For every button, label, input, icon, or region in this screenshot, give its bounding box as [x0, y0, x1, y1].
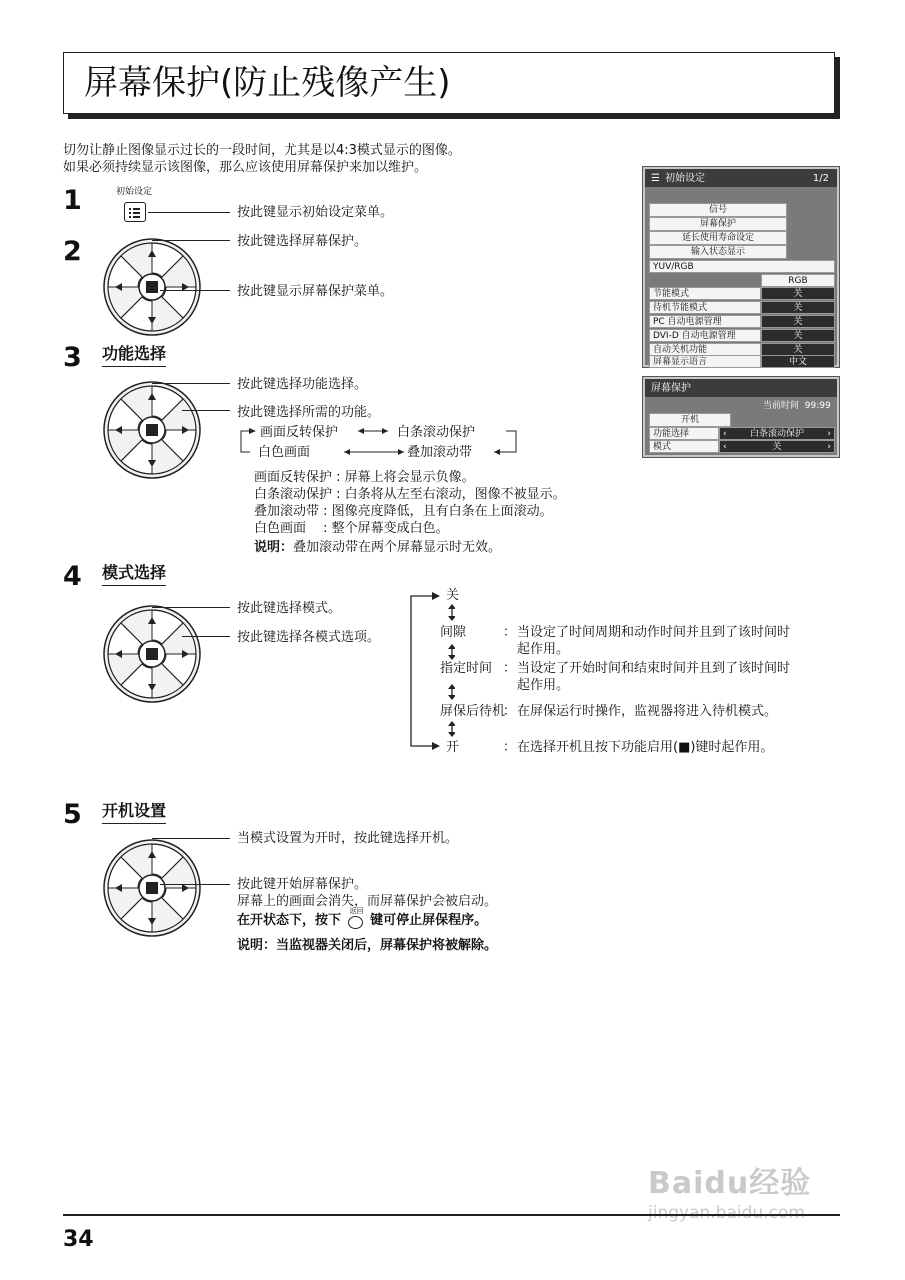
step-2-number: 2 [63, 236, 82, 267]
osd-row-label: PC 自动电源管理 [649, 315, 761, 328]
osd-btn-extend-life[interactable]: 延长使用寿命设定 [649, 231, 787, 245]
osd-row-value: 中文 [761, 355, 835, 368]
note-label: 说明： [237, 938, 277, 953]
osd-row-value: 关 [761, 315, 835, 328]
function-def-2: 白条滚动保护 : 白条将从左至右滚动，图像不被显示。 [254, 487, 566, 502]
remote-dpad-step-2[interactable] [102, 237, 202, 337]
step-4-heading: 模式选择 [102, 563, 166, 586]
osd-row-value: RGB [761, 274, 835, 287]
osd-setup-page: 1/2 [812, 173, 829, 184]
watermark-url: jingyan.baidu.com [648, 1203, 805, 1223]
leader-line [182, 636, 230, 637]
step-3-desc-lr: 按此键选择所需的功能。 [237, 405, 381, 420]
osd-arrow-left-icon: ‹ [723, 442, 727, 452]
intro-line-1: 切勿让静止图像显示过长的一段时间，尤其是以4:3模式显示的图像。 [63, 143, 461, 158]
menu-list-icon [125, 203, 144, 220]
osd-value-text: 白条滚动保护 [749, 429, 804, 439]
return-key[interactable] [346, 907, 366, 929]
note-text: 叠加滚动带在两个屏幕显示时无效。 [293, 540, 502, 555]
osd-screensaver-title: 屏幕保护 [651, 383, 691, 394]
mode-standby-after-desc: 在屏保运行时操作，监视器将进入待机模式。 [517, 704, 778, 719]
mode-timer-desc-2: 起作用。 [517, 678, 570, 693]
osd-row-label: 模式 [649, 440, 719, 453]
osd-row-value: 关 [761, 343, 835, 356]
osd-row-value [719, 440, 835, 453]
osd-row-standby-save[interactable] [649, 301, 835, 315]
osd-row-value [719, 427, 835, 440]
step-4-desc-up: 按此键选择模式。 [237, 601, 342, 616]
footer-rule [63, 1214, 840, 1216]
step-5-note [237, 937, 497, 954]
page-number: 34 [63, 1227, 94, 1252]
osd-row-label: DVI-D 自动电源管理 [649, 329, 761, 342]
leader-line [152, 607, 230, 608]
step-5-stop-instruction [237, 907, 488, 929]
mode-on: 开 [446, 740, 460, 755]
mode-interval-desc-1: 当设定了时间周期和动作时间并且到了该时间时 [517, 625, 791, 640]
step-5-number: 5 [63, 799, 82, 830]
osd-btn-input-label[interactable]: 输入状态显示 [649, 245, 787, 259]
page-title-box [63, 52, 835, 114]
mode-interval: 间隙 [440, 625, 467, 640]
osd-time-label: 当前时间 [763, 401, 800, 411]
cycle-item-white-screen: 白色画面 [258, 445, 311, 460]
osd-row-power-save[interactable] [649, 287, 835, 301]
osd-arrow-right-icon: › [827, 429, 831, 439]
osd-btn-start[interactable]: 开机 [649, 413, 731, 427]
step-4-desc-lr: 按此键选择各模式选项。 [237, 630, 381, 645]
osd-value-text: 关 [772, 442, 782, 452]
note-label: 说明： [254, 540, 294, 555]
mode-timer: 指定时间 [440, 661, 493, 676]
mode-off: 关 [446, 588, 460, 603]
mode-interval-desc-2: 起作用。 [517, 642, 570, 657]
osd-row-label: 屏幕显示语言 [649, 355, 761, 368]
return-key-label: 返回 [349, 907, 364, 915]
mode-standby-after: 屏保后待机 [440, 704, 506, 719]
stop-text-pre: 在开状态下，按下 [237, 913, 342, 928]
step-2-desc-enter: 按此键显示屏幕保护菜单。 [237, 284, 394, 299]
remote-dpad-step-5[interactable] [102, 838, 202, 938]
osd-row-yuv-rgb-value[interactable] [649, 274, 835, 288]
watermark [648, 1166, 848, 1238]
osd-row-value: 关 [761, 301, 835, 314]
osd-time-value: 99:99 [804, 401, 831, 411]
cycle-item-overlay-bar: 叠加滚动带 [407, 445, 473, 460]
return-key-circle [348, 916, 363, 929]
leader-line [152, 383, 230, 384]
osd-row-label: 节能模式 [649, 287, 761, 300]
step-4-number: 4 [63, 561, 82, 592]
osd-screensaver-header [645, 379, 837, 397]
osd-row-value: 关 [761, 287, 835, 300]
cycle-item-negative: 画面反转保护 [260, 425, 339, 440]
osd-row-value: 关 [761, 329, 835, 342]
osd-row-label: 自动关机功能 [649, 343, 761, 356]
remote-dpad-step-4[interactable] [102, 604, 202, 704]
mode-sep: ： [503, 625, 517, 640]
osd-arrow-right-icon: › [827, 442, 831, 452]
mode-sep: ： [503, 704, 517, 719]
function-def-4: 白色画面 : 整个屏幕变成白色。 [254, 521, 449, 536]
step-2-desc-up: 按此键选择屏幕保护。 [237, 234, 368, 249]
leader-line [152, 838, 230, 839]
osd-setup-menu [643, 167, 839, 367]
leader-line [148, 212, 230, 213]
stop-text-post: 键可停止屏保程序。 [370, 913, 488, 928]
page-title: 屏幕保护(防止残像产生) [84, 63, 451, 103]
step-1-number: 1 [63, 185, 82, 216]
step-5-desc-enter-2: 屏幕上的画面会消失，而屏幕保护会被启动。 [237, 894, 498, 909]
menu-list-icon: ☰ [651, 173, 660, 184]
leader-line [182, 410, 230, 411]
leader-line [160, 290, 230, 291]
osd-current-time [763, 400, 831, 412]
osd-row-yuv-rgb[interactable] [649, 260, 835, 274]
mode-timer-desc-1: 当设定了开始时间和结束时间并且到了该时间时 [517, 661, 791, 676]
setup-key[interactable] [124, 202, 146, 222]
step-5-desc-up: 当模式设置为开时，按此键选择开机。 [237, 831, 459, 846]
step-5-heading: 开机设置 [102, 801, 166, 824]
step-1-desc: 按此键显示初始设定菜单。 [237, 205, 394, 220]
osd-screensaver-menu [643, 377, 839, 457]
osd-row-dvi-power[interactable] [649, 329, 835, 343]
mode-sep: ： [503, 661, 517, 676]
cycle-item-white-bar: 白条滚动保护 [397, 425, 476, 440]
osd-row-mode[interactable] [649, 440, 835, 454]
leader-line [160, 884, 230, 885]
osd-btn-screensaver[interactable]: 屏幕保护 [649, 217, 787, 231]
osd-row-pc-power[interactable] [649, 315, 835, 329]
osd-row-label: YUV/RGB [649, 260, 835, 273]
leader-line [152, 240, 230, 241]
intro-line-2: 如果必须持续显示该图像，那么应该使用屏幕保护来加以维护。 [63, 160, 428, 175]
step-3-number: 3 [63, 342, 82, 373]
step-5-desc-enter-1: 按此键开始屏幕保护。 [237, 877, 368, 892]
osd-btn-signal[interactable]: 信号 [649, 203, 787, 217]
osd-row-function[interactable] [649, 427, 835, 441]
osd-setup-title: 初始设定 [665, 173, 705, 184]
osd-setup-header [645, 169, 837, 187]
setup-key-label: 初始设定 [116, 187, 153, 197]
watermark-logo: Baidu经验 [648, 1166, 812, 1201]
step-3-heading: 功能选择 [102, 344, 166, 367]
remote-dpad-step-3[interactable] [102, 380, 202, 480]
note-text: 当监视器关闭后，屏幕保护将被解除。 [276, 938, 498, 953]
osd-row-label: 待机节能模式 [649, 301, 761, 314]
step-3-note [254, 539, 501, 556]
mode-sep: ： [503, 740, 517, 755]
osd-row-label: 功能选择 [649, 427, 719, 440]
function-def-3: 叠加滚动带 : 图像亮度降低，且有白条在上面滚动。 [254, 504, 553, 519]
function-def-1: 画面反转保护 : 屏幕上将会显示负像。 [254, 470, 475, 485]
mode-on-desc: 在选择开机且按下功能启用(■)键时起作用。 [517, 740, 774, 755]
step-3-desc-up: 按此键选择功能选择。 [237, 377, 368, 392]
osd-row-language[interactable] [649, 355, 835, 369]
osd-arrow-left-icon: ‹ [723, 429, 727, 439]
